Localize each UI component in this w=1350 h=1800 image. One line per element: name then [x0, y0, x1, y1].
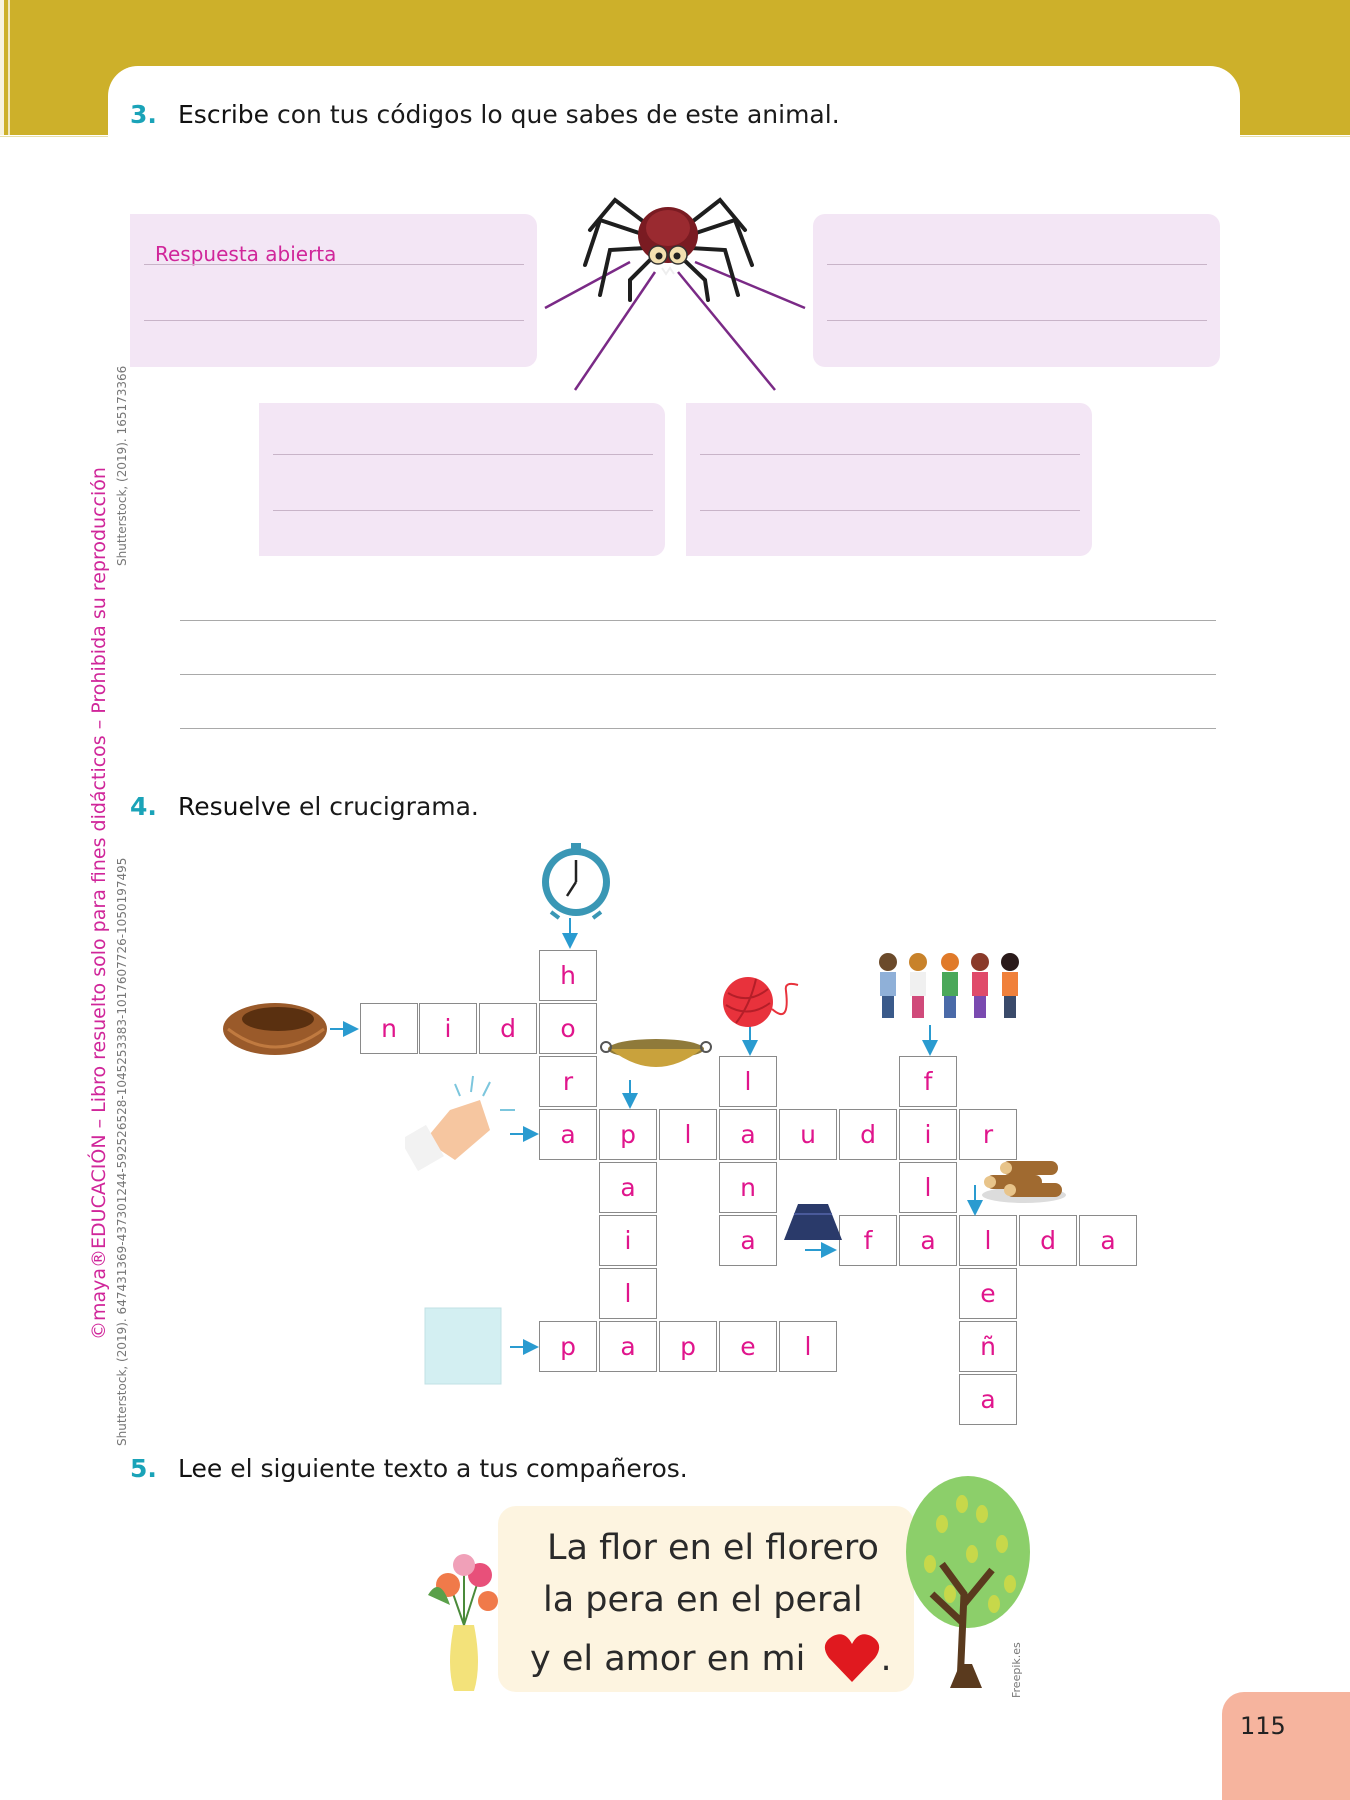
spider-illustration — [530, 190, 820, 400]
children-in-line-icon — [868, 948, 1038, 1023]
question-5-heading — [130, 1454, 688, 1483]
freepik-credit: Freepik.es — [1010, 1642, 1023, 1698]
pan-icon — [600, 1035, 712, 1080]
image-credit-top: Shutterstock, (2019). 165173366 — [115, 365, 129, 566]
crossword-cell[interactable]: p — [659, 1321, 717, 1372]
image-credit-bottom: Shutterstock, (2019). 647431369-437301244-592526528-1045253383-1017607726-1050197495 — [115, 857, 129, 1446]
crossword-cell[interactable]: r — [539, 1056, 597, 1107]
yarn-ball-icon — [720, 975, 805, 1030]
answer-line — [827, 320, 1207, 321]
answer-line — [144, 264, 524, 265]
flower-vase-icon — [420, 1545, 510, 1695]
crossword-cell[interactable]: o — [539, 1003, 597, 1054]
answer-line — [273, 510, 653, 511]
poem-line-2: la pera en el peral — [543, 1580, 863, 1620]
writing-line[interactable] — [180, 620, 1216, 621]
question-5-number: 5. — [130, 1454, 157, 1483]
crossword-cell[interactable]: n — [360, 1003, 418, 1054]
crossword-cell[interactable]: l — [779, 1321, 837, 1372]
firewood-icon — [980, 1155, 1068, 1205]
crossword-cell[interactable]: l — [899, 1162, 957, 1213]
crossword-cell[interactable]: p — [539, 1321, 597, 1372]
answer-box-top-right[interactable] — [813, 214, 1220, 367]
answer-text: Respuesta abierta — [155, 242, 337, 266]
crossword-cell[interactable]: a — [959, 1374, 1017, 1425]
question-3-text: con tus códigos lo que sabes de este animal. — [269, 100, 840, 129]
crossword-cell[interactable]: d — [479, 1003, 537, 1054]
answer-box-bottom-right[interactable] — [686, 403, 1092, 556]
question-4-heading — [130, 792, 479, 821]
crossword-cell[interactable]: l — [719, 1056, 777, 1107]
crossword-cell[interactable]: r — [959, 1109, 1017, 1160]
question-5-verb: Lee — [178, 1454, 223, 1483]
crossword-cell[interactable]: d — [839, 1109, 897, 1160]
crossword-cell[interactable]: ñ — [959, 1321, 1017, 1372]
question-3-number: 3. — [130, 100, 157, 129]
crossword-cell[interactable]: f — [899, 1056, 957, 1107]
clock-icon — [537, 840, 615, 920]
question-5-text: el siguiente texto a tus compañeros. — [222, 1454, 688, 1483]
crossword-cell[interactable]: h — [539, 950, 597, 1001]
writing-line[interactable] — [180, 728, 1216, 729]
page-number-tab — [1222, 1692, 1350, 1800]
crossword-cell[interactable]: d — [1019, 1215, 1077, 1266]
skirt-icon — [780, 1200, 845, 1245]
header-band-edge-2 — [8, 0, 10, 135]
crossword-cell[interactable]: a — [1079, 1215, 1137, 1266]
question-4-verb: Resuelve — [178, 792, 292, 821]
crossword-cell[interactable]: a — [719, 1109, 777, 1160]
poem-line-3-end: . — [880, 1639, 892, 1679]
header-band-edge — [0, 0, 4, 135]
answer-line — [700, 510, 1080, 511]
answer-line — [144, 320, 524, 321]
crossword-cell[interactable]: a — [599, 1162, 657, 1213]
clapping-hands-icon — [405, 1070, 515, 1175]
copyright-notice: ©maya®EDUCACIÓN – Libro resuelto solo para fines didácticos – Prohibida su reproducción — [88, 467, 110, 1340]
crossword-cell[interactable]: a — [539, 1109, 597, 1160]
crossword-cell[interactable]: i — [899, 1109, 957, 1160]
crossword-cell[interactable]: a — [719, 1215, 777, 1266]
poem-line-3 — [530, 1632, 892, 1684]
question-4-text: el crucigrama. — [291, 792, 479, 821]
crossword-cell[interactable]: n — [719, 1162, 777, 1213]
poem-line-1: La flor en el florero — [547, 1528, 879, 1568]
crossword-cell[interactable]: i — [419, 1003, 477, 1054]
crossword-cell[interactable]: l — [959, 1215, 1017, 1266]
crossword-cell[interactable]: l — [599, 1268, 657, 1319]
writing-line[interactable] — [180, 674, 1216, 675]
crossword-cell[interactable]: e — [719, 1321, 777, 1372]
crossword-cell[interactable]: a — [899, 1215, 957, 1266]
crossword-cell[interactable]: u — [779, 1109, 837, 1160]
crossword-cell[interactable]: p — [599, 1109, 657, 1160]
page-number: 115 — [1240, 1712, 1286, 1740]
poem-line-3-text: y el amor en mi — [530, 1639, 806, 1679]
crossword-cell[interactable]: i — [599, 1215, 657, 1266]
question-3-heading — [130, 100, 840, 129]
answer-line — [700, 454, 1080, 455]
paper-note-icon — [422, 1305, 504, 1387]
crossword-cell[interactable]: f — [839, 1215, 897, 1266]
answer-box-top-left[interactable] — [130, 214, 537, 367]
connector-line — [545, 262, 630, 308]
answer-line — [827, 264, 1207, 265]
connector-line — [695, 262, 805, 308]
connector-line — [575, 272, 655, 390]
question-4-number: 4. — [130, 792, 157, 821]
question-3-verb: Escribe — [178, 100, 270, 129]
answer-box-bottom-left[interactable] — [259, 403, 665, 556]
answer-line — [273, 454, 653, 455]
crossword-cell[interactable]: a — [599, 1321, 657, 1372]
crossword-cell[interactable]: e — [959, 1268, 1017, 1319]
nest-icon — [220, 995, 330, 1060]
crossword-cell[interactable]: l — [659, 1109, 717, 1160]
heart-icon — [823, 1632, 881, 1684]
